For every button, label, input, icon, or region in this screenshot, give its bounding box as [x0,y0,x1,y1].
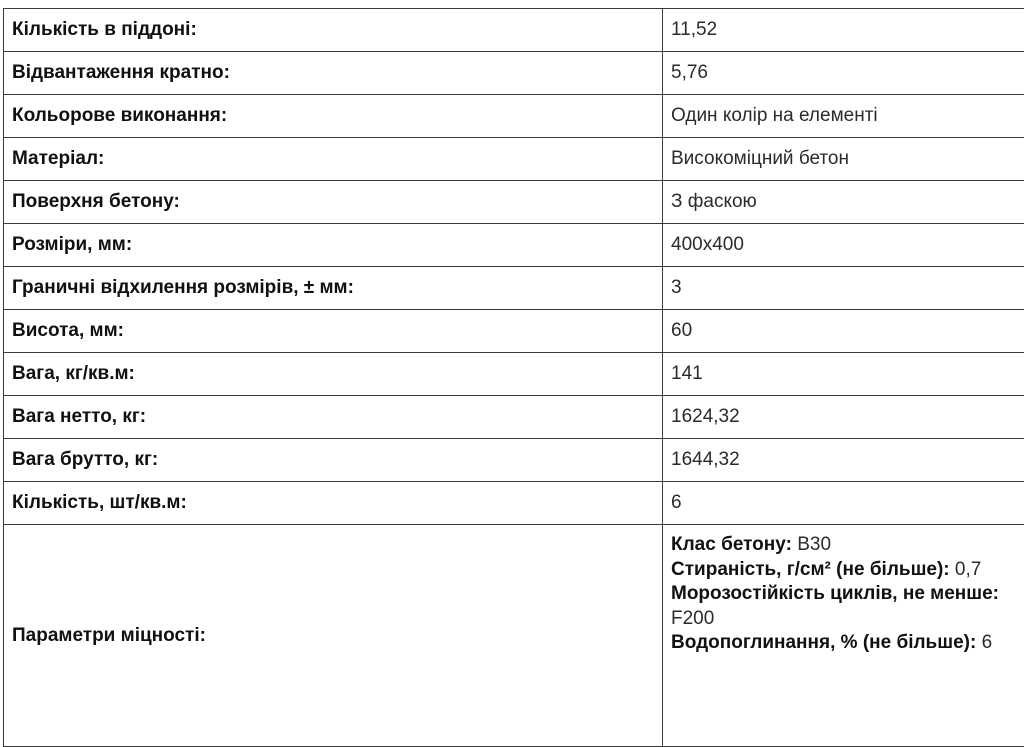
spec-row-weight-per-sqm [4,353,1024,396]
spec-row-pallet-quantity [4,9,1024,52]
spec-label: Відвантаження кратно: [4,52,663,95]
strength-param-abrasion [671,558,1024,583]
spec-label: Вага нетто, кг: [4,396,663,439]
spec-row-net-weight [4,396,1024,439]
spec-row-color [4,95,1024,138]
spec-value: 141 [663,353,1024,396]
spec-label: Вага брутто, кг: [4,439,663,482]
spec-label: Висота, мм: [4,310,663,353]
spec-value: 400х400 [663,224,1024,267]
param-label: Клас бетону: [671,534,792,555]
spec-row-height [4,310,1024,353]
strength-params [663,525,1024,747]
spec-row-dimensions [4,224,1024,267]
strength-param-concrete-class [671,533,1024,558]
spec-label: Поверхня бетону: [4,181,663,224]
spec-value: 6 [663,482,1024,525]
param-value: 6 [982,632,993,653]
param-label: Водопоглинання, % (не більше): [671,632,976,653]
spec-value: Високоміцний бетон [663,138,1024,181]
spec-value: З фаскою [663,181,1024,224]
spec-label: Кількість в піддоні: [4,9,663,52]
spec-label: Вага, кг/кв.м: [4,353,663,396]
spec-row-strength [4,525,1024,747]
spec-label: Параметри міцності: [4,525,663,747]
spec-row-material [4,138,1024,181]
strength-param-frost-resistance [671,582,1024,631]
spec-value: 3 [663,267,1024,310]
spec-row-pieces-per-sqm [4,482,1024,525]
spec-label: Кількість, шт/кв.м: [4,482,663,525]
param-label: Стираність, г/см² (не більше): [671,559,950,580]
spec-row-surface [4,181,1024,224]
spec-label: Матеріал: [4,138,663,181]
spec-row-gross-weight [4,439,1024,482]
param-value: F200 [671,608,714,629]
param-label: Морозостійкість циклів, не менше: [671,583,999,604]
spec-value: 11,52 [663,9,1024,52]
spec-row-shipment-multiple [4,52,1024,95]
spec-value: 60 [663,310,1024,353]
param-value: В30 [797,534,831,555]
spec-value: 1644,32 [663,439,1024,482]
spec-value: 5,76 [663,52,1024,95]
strength-param-water-absorption [671,631,1024,656]
spec-value: Один колір на елементі [663,95,1024,138]
spec-label: Граничні відхилення розмірів, ± мм: [4,267,663,310]
spec-value: 1624,32 [663,396,1024,439]
specifications-table [3,8,1024,747]
spec-row-tolerance [4,267,1024,310]
spec-label: Розміри, мм: [4,224,663,267]
spec-label: Кольорове виконання: [4,95,663,138]
param-value: 0,7 [955,559,981,580]
